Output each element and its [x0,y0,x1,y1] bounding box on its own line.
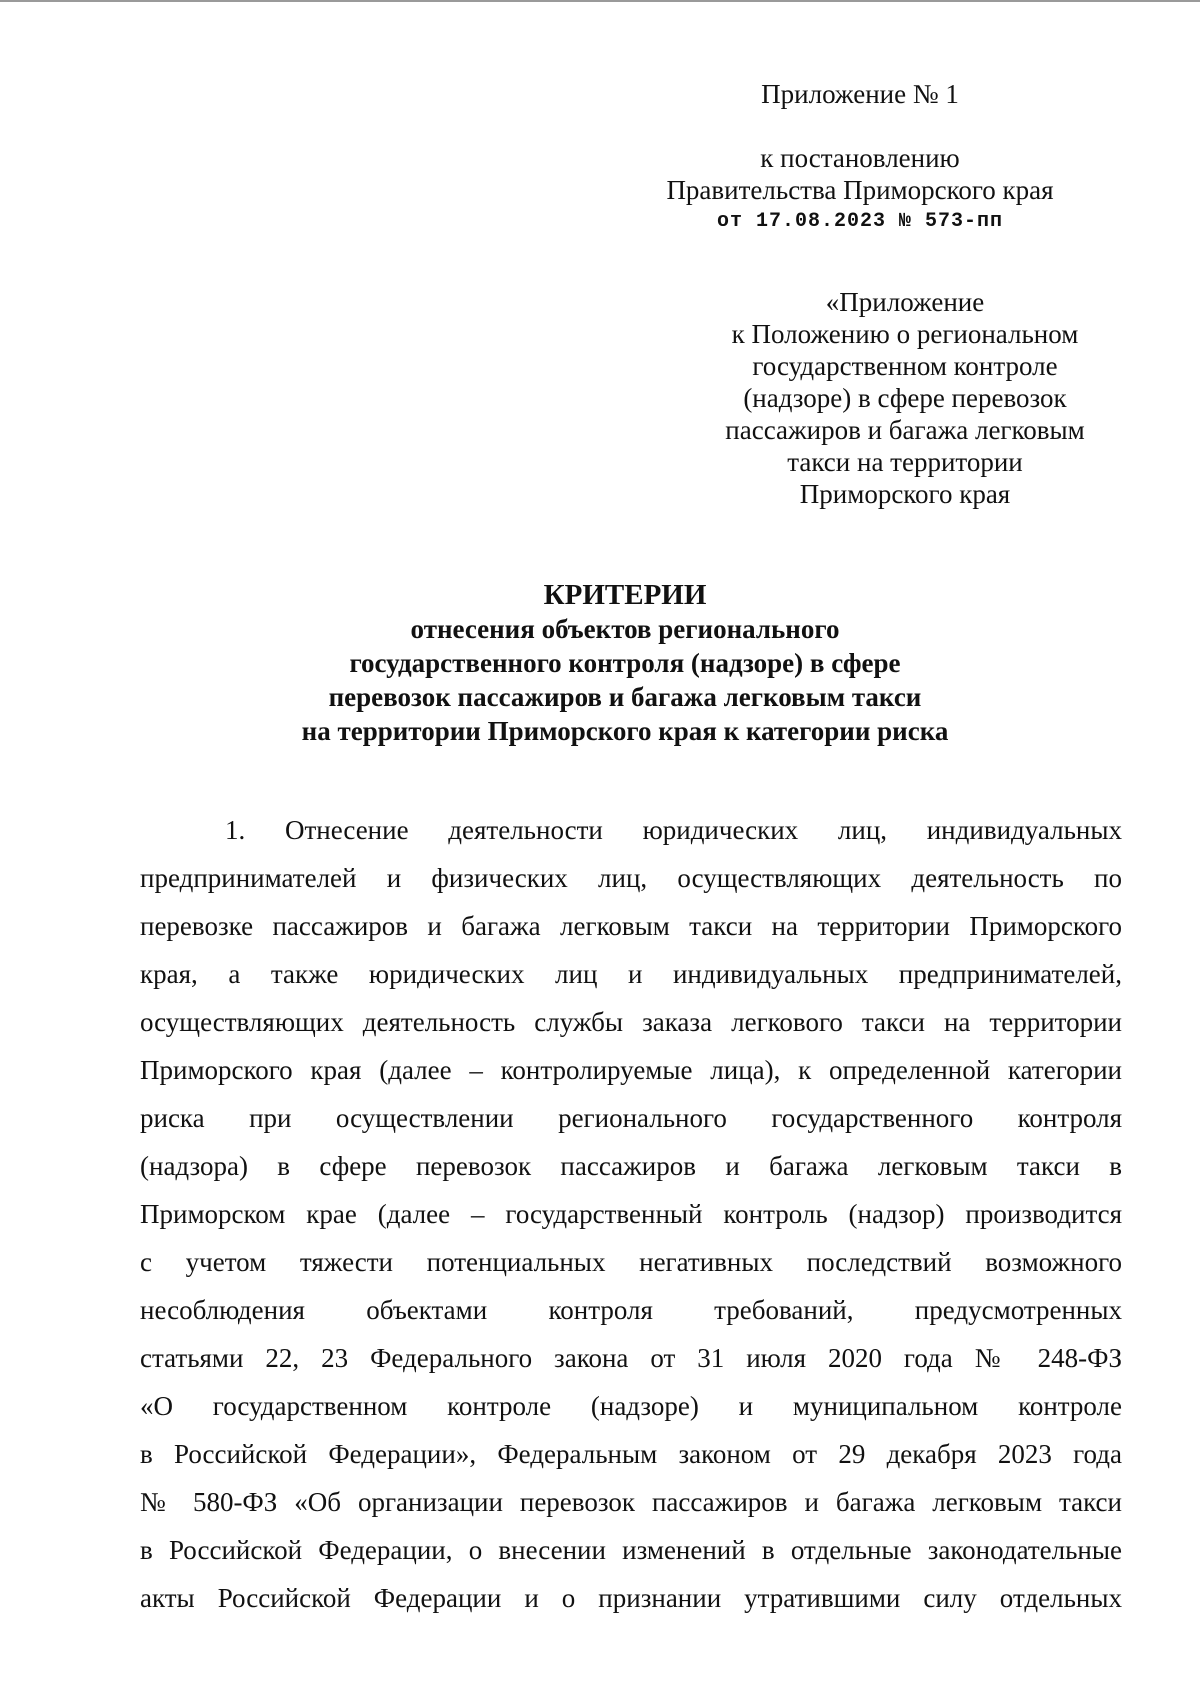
title-line: перевозок пассажиров и багажа легковым такси [328,682,922,712]
body-line: «О государственном контроле (надзоре) и муниципальном контроле [140,1391,1122,1421]
regulation-reference [680,286,1130,510]
annex-heading: Приложение № 1 [761,79,959,109]
page-top-edge [0,0,1200,2]
body-line: с учетом тяжести потенциальных негативных последствий возможного [140,1247,1122,1277]
body-line: № 580-ФЗ «Об организации перевозок пассажиров и багажа легковым такси [140,1487,1122,1517]
body-line: в Российской Федерации», Федеральным законом от 29 декабря 2023 года [140,1439,1122,1469]
regulation-line: (надзоре) в сфере перевозок [743,383,1067,413]
title-line: на территории Приморского края к категории риска [301,716,949,746]
title-main: КРИТЕРИИ [543,579,707,611]
decree-line: Правительства Приморского края [666,175,1054,205]
body-line: перевозке пассажиров и багажа легковым такси на территории Приморского [140,911,1122,941]
body-line: в Российской Федерации, о внесении изменений в отдельные законодательные [140,1535,1122,1565]
decree-date-stamp: от 17.08.2023 № 573-пп [716,210,1004,233]
regulation-line: Приморского края [799,479,1011,509]
body-line: края, а также юридических лиц и индивидуальных предпринимателей, [140,959,1122,989]
body-line: риска при осуществлении регионального государственного контроля [140,1103,1122,1133]
document-title [150,578,1100,748]
body-line: (надзора) в сфере перевозок пассажиров и багажа легковым такси в [140,1151,1122,1181]
regulation-line: такси на территории [787,447,1023,477]
regulation-line: к Положению о региональном [731,319,1079,349]
decree-reference [610,142,1110,238]
body-line: несоблюдения объектами контроля требований, предусмотренных [140,1295,1122,1325]
body-line: Приморском крае (далее – государственный контроль (надзор) производится [140,1199,1122,1229]
paragraph-1 [140,806,1122,1622]
regulation-line: государственном контроле [752,351,1058,381]
body-line: 1. Отнесение деятельности юридических лиц, индивидуальных [225,815,1122,845]
regulation-line: пассажиров и багажа легковым [725,415,1085,445]
title-line: отнесения объектов регионального [410,614,840,644]
body-line: предпринимателей и физических лиц, осуществляющих деятельность по [140,863,1122,893]
body-line: осуществляющих деятельность службы заказа легкового такси на территории [140,1007,1122,1037]
regulation-line: «Приложение [825,287,985,317]
body-line: статьями 22, 23 Федерального закона от 31 июля 2020 года № 248-ФЗ [140,1343,1122,1373]
body-line: акты Российской Федерации и о признании утратившими силу отдельных [140,1583,1122,1613]
title-line: государственного контроля (надзоре) в сфере [349,648,901,678]
decree-line: к постановлению [760,143,960,173]
body-line: Приморского края (далее – контролируемые лица), к определенной категории [140,1055,1122,1085]
